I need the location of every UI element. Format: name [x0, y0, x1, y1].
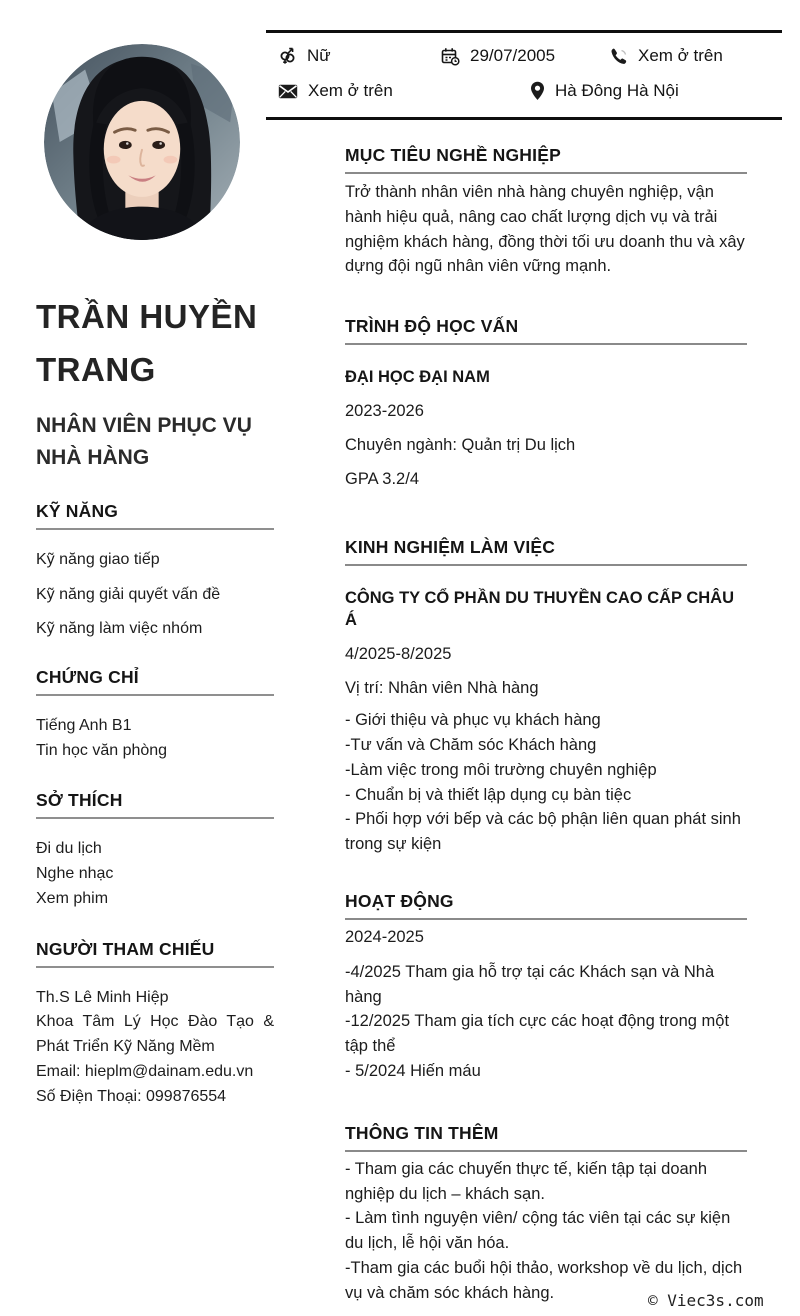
duty-item: -Làm việc trong môi trường chuyên nghiệp	[345, 760, 657, 779]
education-major: Chuyên ngành: Quản trị Du lịch	[345, 436, 576, 455]
watermark-copyright: © Viec3s.com	[648, 1291, 764, 1310]
phone-value: Xem ở trên	[638, 46, 723, 65]
education-gpa: GPA 3.2/4	[345, 470, 419, 489]
skill-item: Kỹ năng làm việc nhóm	[36, 620, 203, 637]
duty-item: - Chuẩn bị và thiết lập dụng cụ bàn tiệc	[345, 785, 632, 804]
experience-heading: KINH NGHIỆM LÀM VIỆC	[345, 537, 747, 566]
portrait-photo-image	[44, 44, 240, 240]
section-additional-info	[345, 1123, 747, 1306]
activities-heading: HOẠT ĐỘNG	[345, 891, 747, 920]
objective-text: Trở thành nhân viên nhà hàng chuyên nghiệp, vận hành hiệu quả, nâng cao chất lượng dịch vụ và trải nghiệm khách hàng, đồng thời tối ưu doanh thu và xây dựng đội ngũ nhân viên vững mạnh.	[345, 183, 745, 276]
section-education	[345, 316, 747, 490]
section-activities	[345, 891, 747, 1084]
candidate-title: NHÂN VIÊN PHỤC VỤ NHÀ HÀNG	[36, 414, 252, 469]
reference-name: Th.S Lê Minh Hiệp	[36, 988, 169, 1006]
gender-value: Nữ	[307, 46, 331, 65]
additional-info-item: - Tham gia các chuyến thực tế, kiến tập tại doanh nghiệp du lịch – khách sạn.	[345, 1159, 708, 1203]
gender-icon	[278, 47, 297, 66]
experience-position: Vị trí: Nhân viên Nhà hàng	[345, 679, 539, 698]
additional-info-heading: THÔNG TIN THÊM	[345, 1123, 747, 1152]
section-experience	[345, 537, 747, 857]
section-objective	[345, 145, 747, 279]
email-value: Xem ở trên	[308, 81, 393, 100]
candidate-name: TRẦN HUYỀN TRANG	[36, 298, 258, 388]
certificate-item: Tiếng Anh B1	[36, 717, 132, 734]
gender-field	[278, 46, 331, 66]
hobby-item: Nghe nhạc	[36, 865, 114, 883]
hobbies-heading: SỞ THÍCH	[36, 790, 274, 819]
skill-item: Kỹ năng giao tiếp	[36, 551, 160, 568]
additional-info-item: -Tham gia các buổi hội thảo, workshop về du lịch, dịch vụ và chăm sóc khách hàng.	[345, 1258, 743, 1302]
reference-department: Khoa Tâm Lý Học Đào Tạo &	[36, 1013, 274, 1031]
hobby-item: Đi du lịch	[36, 840, 102, 858]
email-icon	[278, 84, 298, 99]
company-name: CÔNG TY CỔ PHẦN DU THUYỀN CAO CẤP CHÂU Á	[345, 589, 734, 630]
education-heading: TRÌNH ĐỘ HỌC VẤN	[345, 316, 747, 345]
additional-info-item: - Làm tình nguyện viên/ cộng tác viên tại các sự kiện du lịch, lễ hội văn hóa.	[345, 1209, 731, 1253]
duty-item: - Giới thiệu và phục vụ khách hàng	[345, 711, 601, 730]
section-certificates	[36, 667, 274, 763]
education-period: 2023-2026	[345, 402, 424, 421]
activity-item: - 5/2024 Hiến máu	[345, 1061, 481, 1080]
activities-period: 2024-2025	[345, 927, 424, 946]
activity-item: -12/2025 Tham gia tích cực các hoạt động trong một tập thể	[345, 1012, 730, 1056]
duty-item: -Tư vấn và Chăm sóc Khách hàng	[345, 735, 597, 754]
location-value: Hà Đông Hà Nội	[555, 81, 679, 100]
objective-heading: MỤC TIÊU NGHỀ NGHIỆP	[345, 145, 747, 174]
avatar	[44, 44, 240, 240]
certificates-heading: CHỨNG CHỈ	[36, 667, 274, 696]
section-skills	[36, 501, 274, 640]
reference-email: Email: hieplm@dainam.edu.vn	[36, 1062, 254, 1080]
hobby-item: Xem phim	[36, 889, 109, 907]
section-hobbies	[36, 790, 274, 911]
birthdate-value: 29/07/2005	[470, 46, 556, 65]
sidebar	[36, 0, 274, 1110]
experience-period: 4/2025-8/2025	[345, 645, 452, 664]
references-heading: NGƯỜI THAM CHIẾU	[36, 939, 274, 968]
skill-item: Kỹ năng giải quyết vấn đề	[36, 585, 221, 603]
main-content	[345, 0, 747, 1306]
certificate-item: Tin học văn phòng	[36, 741, 168, 759]
skills-heading: KỸ NĂNG	[36, 501, 274, 530]
activity-item: -4/2025 Tham gia hỗ trợ tại các Khách sạn và Nhà hàng	[345, 962, 715, 1006]
reference-department: Phát Triển Kỹ Năng Mềm	[36, 1038, 215, 1056]
duty-item: - Phối hợp với bếp và các bộ phận liên quan phát sinh trong sự kiện	[345, 810, 741, 854]
reference-phone: Số Điện Thoại: 099876554	[36, 1087, 227, 1105]
school-name: ĐẠI HỌC ĐẠI NAM	[345, 368, 490, 387]
section-references	[36, 939, 274, 1110]
